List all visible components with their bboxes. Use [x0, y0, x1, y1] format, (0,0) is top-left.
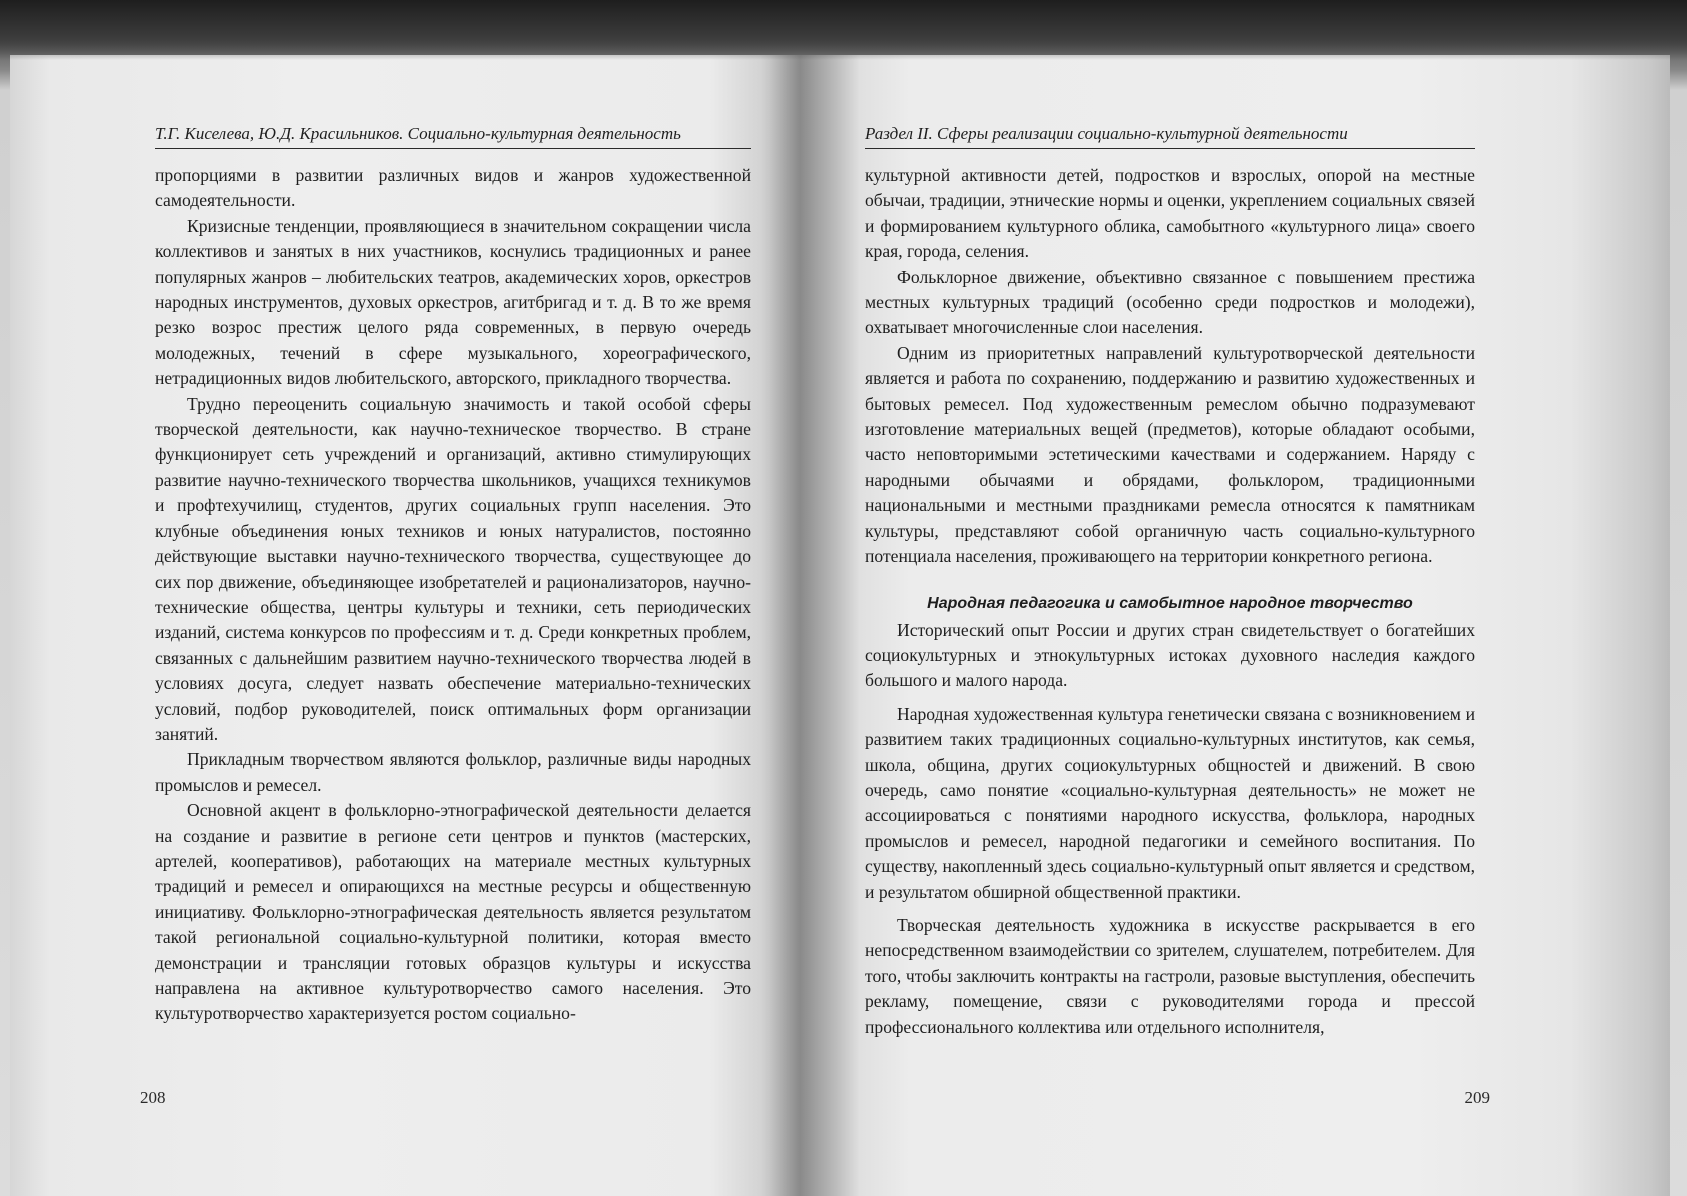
left-running-head: Т.Г. Киселева, Ю.Д. Красильников. Социально-культурная деятельность: [155, 123, 751, 149]
right-running-head: Раздел II. Сферы реализации социально-культурной деятельности: [865, 123, 1475, 149]
paragraph: Исторический опыт России и других стран свидетельствует о богатейших социокультурных и этнокультурных истоках духовного наследия каждого большого и малого народа.: [865, 619, 1475, 691]
paragraph: Кризисные тенденции, проявляющиеся в значительном сокращении числа коллективов и занятых в них участников, коснулись традиционных и ранее популярных жанров – любительских театров, академических хоров, оркестров народных инструментов, духовых оркестров, агитбригад и т. д. В то же время резко возрос престиж целого ряда современных, в первую очередь молодежных, течений в сфере музыкального, хореографического, нетрадиционных видов любительского, авторского, прикладного творчества.: [155, 215, 751, 389]
section-subheading: Народная педагогика и самобытное народное творчество: [927, 594, 1413, 612]
paragraph: Одним из приоритетных направлений культуротворческой деятельности является и работа по сохранению, поддержанию и развитию художественных и бытовых ремесел. Под художественным ремеслом обычно подразумевают изготовление материальных вещей (предметов), которые обладают особыми, часто неповторимыми эстетическими качествами и содержанием. Наряду с народными обычаями и обрядами, фольклором, традиционными национальными и местными праздниками ремесла относятся к памятникам культуры, представляют собой органичную часть социально-культурного потенциала населения, проживающего на территории конкретного региона.: [865, 342, 1475, 567]
page-number-left: 208: [140, 1088, 166, 1107]
scanner-top-edge: [0, 0, 1687, 60]
paragraph: пропорциями в развитии различных видов и жанров художественной самодеятельности.: [155, 165, 751, 211]
paragraph: культурной активности детей, подростков и взрослых, опорой на местные обычаи, традиции, этнические нормы и оценки, укреплением социальных связей и формированием культурного облика, самобытного «культурного лица» своего края, города, селения.: [865, 165, 1475, 262]
page-number-right: 209: [1464, 1088, 1490, 1107]
paragraph: Основной акцент в фольклорно-этнографической деятельности делается на создание и развитие в регионе сети центров и пунктов (мастерских, артелей, кооперативов), работающих на материале местных культурных традиций и ремесел и опирающихся на местные ресурсы и общественную инициативу. Фольклорно-этнографическая деятельность является результатом такой региональной социально-культурной политики, которая вместо демонстрации и трансляции готовых образцов культуры и искусства направлена на активное культуротворчество самого населения. Это культуротворчество характеризуется ростом социально-: [155, 800, 751, 1024]
paragraph: Трудно переоценить социальную значимость и такой особой сферы творческой деятельности, как научно-техническое творчество. В стране функционирует сеть учреждений и организаций, активно стимулирующих развитие научно-технического творчества школьников, учащихся техникумов и профтехучилищ, студентов, других социальных групп населения. Это клубные объединения юных техников и юных натуралистов, постоянно действующие выставки научно-технического творчества, существующее до сих пор движение, объединяющее изобретателей и рационализаторов, научно-технические общества, центры культуры и техники, сеть периодических изданий, система конкурсов по профессиям и т. д. Среди конкретных проблем, связанных с дальнейшим развитием научно-технического творчества людей в условиях досуга, следует назвать обеспечение материально-технических условий, подбор руководителей, поиск оптимальных форм организации занятий.: [155, 393, 751, 744]
paragraph-gap: [865, 905, 1475, 913]
paragraph: Народная художественная культура генетически связана с возникновением и развитием таких традиционных социально-культурных институтов, как семья, школа, община, других социокультурных общностей и движений. В свою очередь, само понятие «социально-культурная деятельность» не может не ассоциироваться с понятиями народного искусства, фольклора, народных промыслов и ремесел, народной педагогики и семейного воспитания. По существу, накопленный здесь социально-культурный опыт является и средством, и результатом обширной общественной практики.: [865, 703, 1475, 902]
paragraph: Прикладным творчеством являются фольклор, различные виды народных промыслов и ремесел.: [155, 749, 751, 795]
open-book-spread: [10, 55, 1670, 1196]
paragraph: Творческая деятельность художника в искусстве раскрывается в его непосредственном взаимодействии со зрителем, слушателем, потребителем. Для того, чтобы заключить контракты на гастроли, разовые выступления, обеспечить рекламу, помещение, связи с руководителями города и прессой профессионального коллектива или отдельного исполнителя,: [865, 914, 1475, 1037]
paragraph-gap: [865, 694, 1475, 702]
right-page-body: [865, 163, 1475, 1040]
left-page-body: [155, 163, 751, 1027]
paragraph: Фольклорное движение, объективно связанное с повышением престижа местных культурных традиций (особенно среди подростков и молодежи), охватывает многочисленные слои населения.: [865, 266, 1475, 338]
